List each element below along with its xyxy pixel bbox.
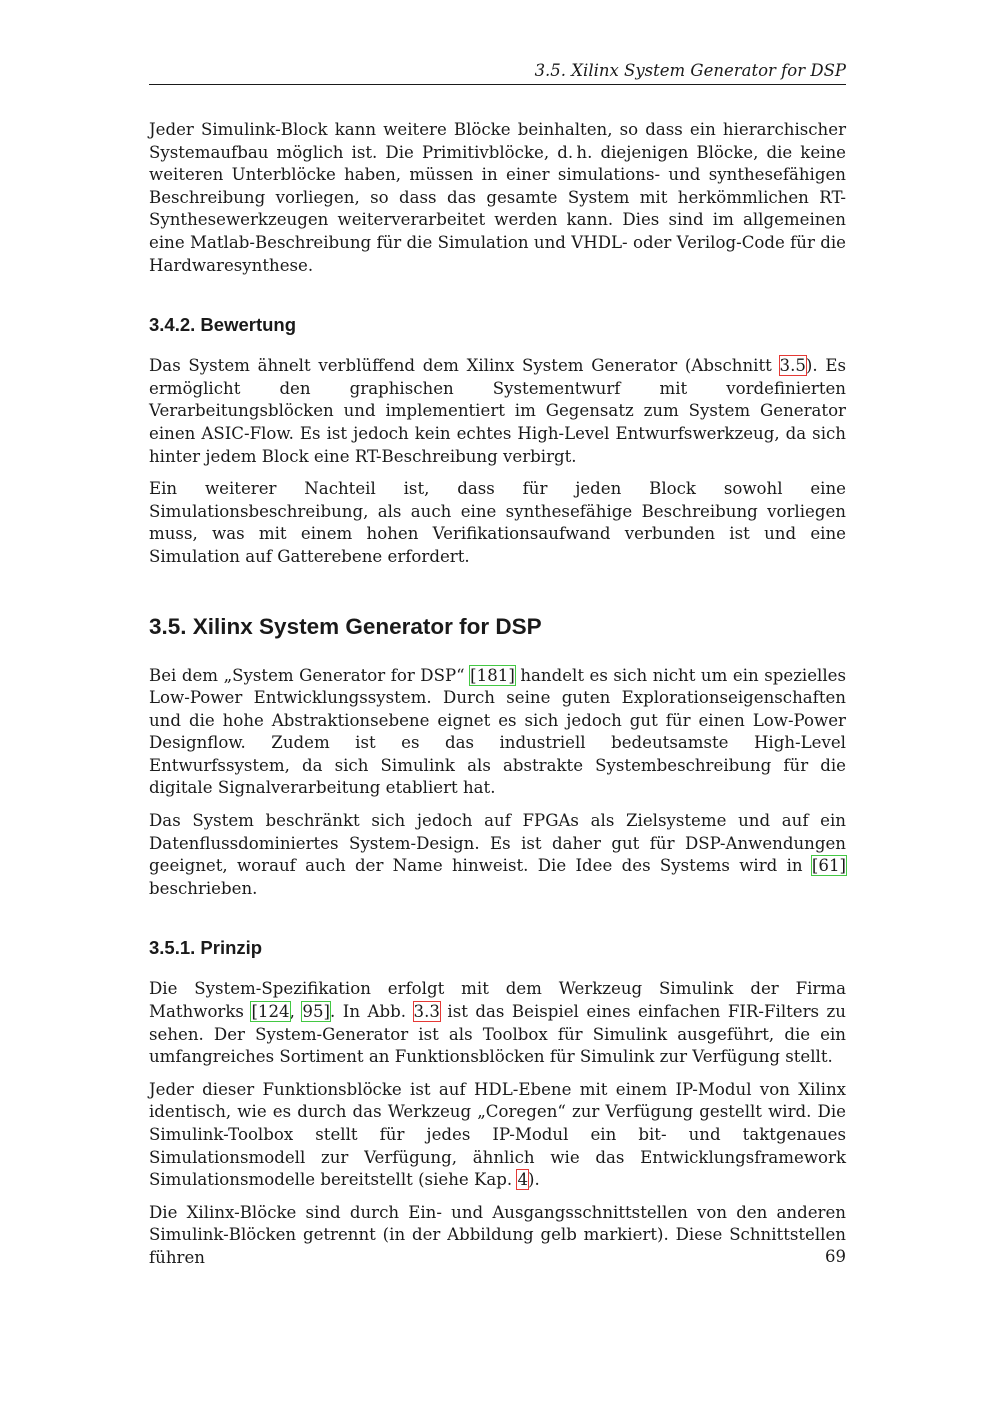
running-head: 3.5. Xilinx System Generator for DSP: [534, 61, 846, 80]
paragraph-bewertung: Das System ähnelt verblüffend dem Xilinx System Generator (Abschnitt 3.5). Es ermöglicht den graphischen Systementwurf mit vordefinierten Verarbeitungsblöcken und implementiert im Gegensatz zum System Generator einen ASIC-Flow. Es ist jedoch kein echtes High-Level Entwurfswerkzeug, da sich hinter jedem Block eine RT-Beschreibung verbirgt.: [149, 356, 846, 466]
figure-ref-3-3[interactable]: 3.3: [413, 1002, 440, 1022]
header-rule: [149, 84, 846, 85]
citation-61[interactable]: [61]: [811, 856, 846, 876]
paragraph-fpga: Das System beschränkt sich jedoch auf FPGAs als Zielsysteme und auf ein Datenflussdominiertes System-Design. Es ist daher gut für DSP-Anwendungen geeignet, worauf auch der Name hinweist. Die Idee des Systems wird in [61] beschrieben.: [149, 811, 846, 898]
section-ref-3-5[interactable]: 3.5: [779, 356, 806, 376]
paragraph-xilinx-bloecke: Die Xilinx-Blöcke sind durch Ein- und Ausgangsschnittstellen von den anderen Simulink-Blöcken getrennt (in der Abbildung gelb markiert). Diese Schnittstellen führen: [149, 1202, 846, 1267]
paragraph-funktionsbloecke: Jeder dieser Funktionsblöcke ist auf HDL-Ebene mit einem IP-Modul von Xilinx identisch, wie es durch das Werkzeug „Coregen“ zur Verfügung gestellt wird. Die Simulink-Toolbox stellt für jedes IP-Modul ein bit- und taktgenaues Simulationsmodell zur Verfügung, ähnlich wie das Entwicklungsframework Simulationsmodelle bereitstellt (siehe Kap. 4).: [149, 1079, 846, 1190]
paragraph-spezifikation: Die System-Spezifikation erfolgt mit dem Werkzeug Simulink der Firma Mathworks [124, 95]. In Abb. 3.3 ist das Beispiel eines einfachen FIR-Filters zu sehen. Der System-Generator ist als Toolbox für Simulink ausgeführt, die ein umfangreiches Sortiment an Funktionsblöcken für Simulink zur Verfügung stellt.: [149, 979, 846, 1067]
heading-3-5: 3.5. Xilinx System Generator for DSP: [149, 613, 542, 639]
heading-3-5-1: 3.5.1. Prinzip: [149, 937, 263, 959]
page-body: [149, 119, 846, 1280]
paragraph-simulink-blocks: Jeder Simulink-Block kann weitere Blöcke beinhalten, so dass ein hierarchischer Systemaufbau möglich ist. Die Primitivblöcke, d. h. diejenigen Blöcke, die keine weiteren Unterblöcke haben, müssen in einer simulations- und synthesefähigen Beschreibung vorliegen, so dass das gesamte System mit herkömmlichen RT-Synthesewerkzeugen weiterverarbeitet werden kann. Dies sind im allgemeinen eine Matlab-Beschreibung für die Simulation und VHDL- oder Verilog-Code für die Hardwaresynthese.: [149, 120, 846, 275]
paragraph-system-generator: Bei dem „System Generator for DSP“ [181] handelt es sich nicht um ein spezielles Low-Power Entwicklungssystem. Durch seine guten Explorationseigenschaften und die hohe Abstraktionsebene eignet es sich jedoch gut für einen Low-Power Designflow. Zudem ist es das industriell bedeutsamste High-Level Entwurfssystem, da sich Simulink als abstrakte Systembeschreibung für die digitale Signalverarbeitung etabliert hat.: [149, 665, 847, 798]
paragraph-nachteil: Ein weiterer Nachteil ist, dass für jeden Block sowohl eine Simulationsbeschreibung, als auch eine synthesefähige Beschreibung vorliegen muss, was mit einem hohen Verifikationsaufwand verbunden ist und eine Simulation auf Gatterebene erfordert.: [149, 479, 846, 566]
page-number: 69: [825, 1247, 846, 1266]
citation-181[interactable]: [181]: [470, 665, 515, 685]
citation-95[interactable]: 95]: [302, 1002, 330, 1022]
heading-3-4-2: 3.4.2. Bewertung: [149, 314, 297, 336]
chapter-ref-4[interactable]: 4: [517, 1170, 528, 1190]
citation-124[interactable]: [124: [251, 1002, 290, 1022]
